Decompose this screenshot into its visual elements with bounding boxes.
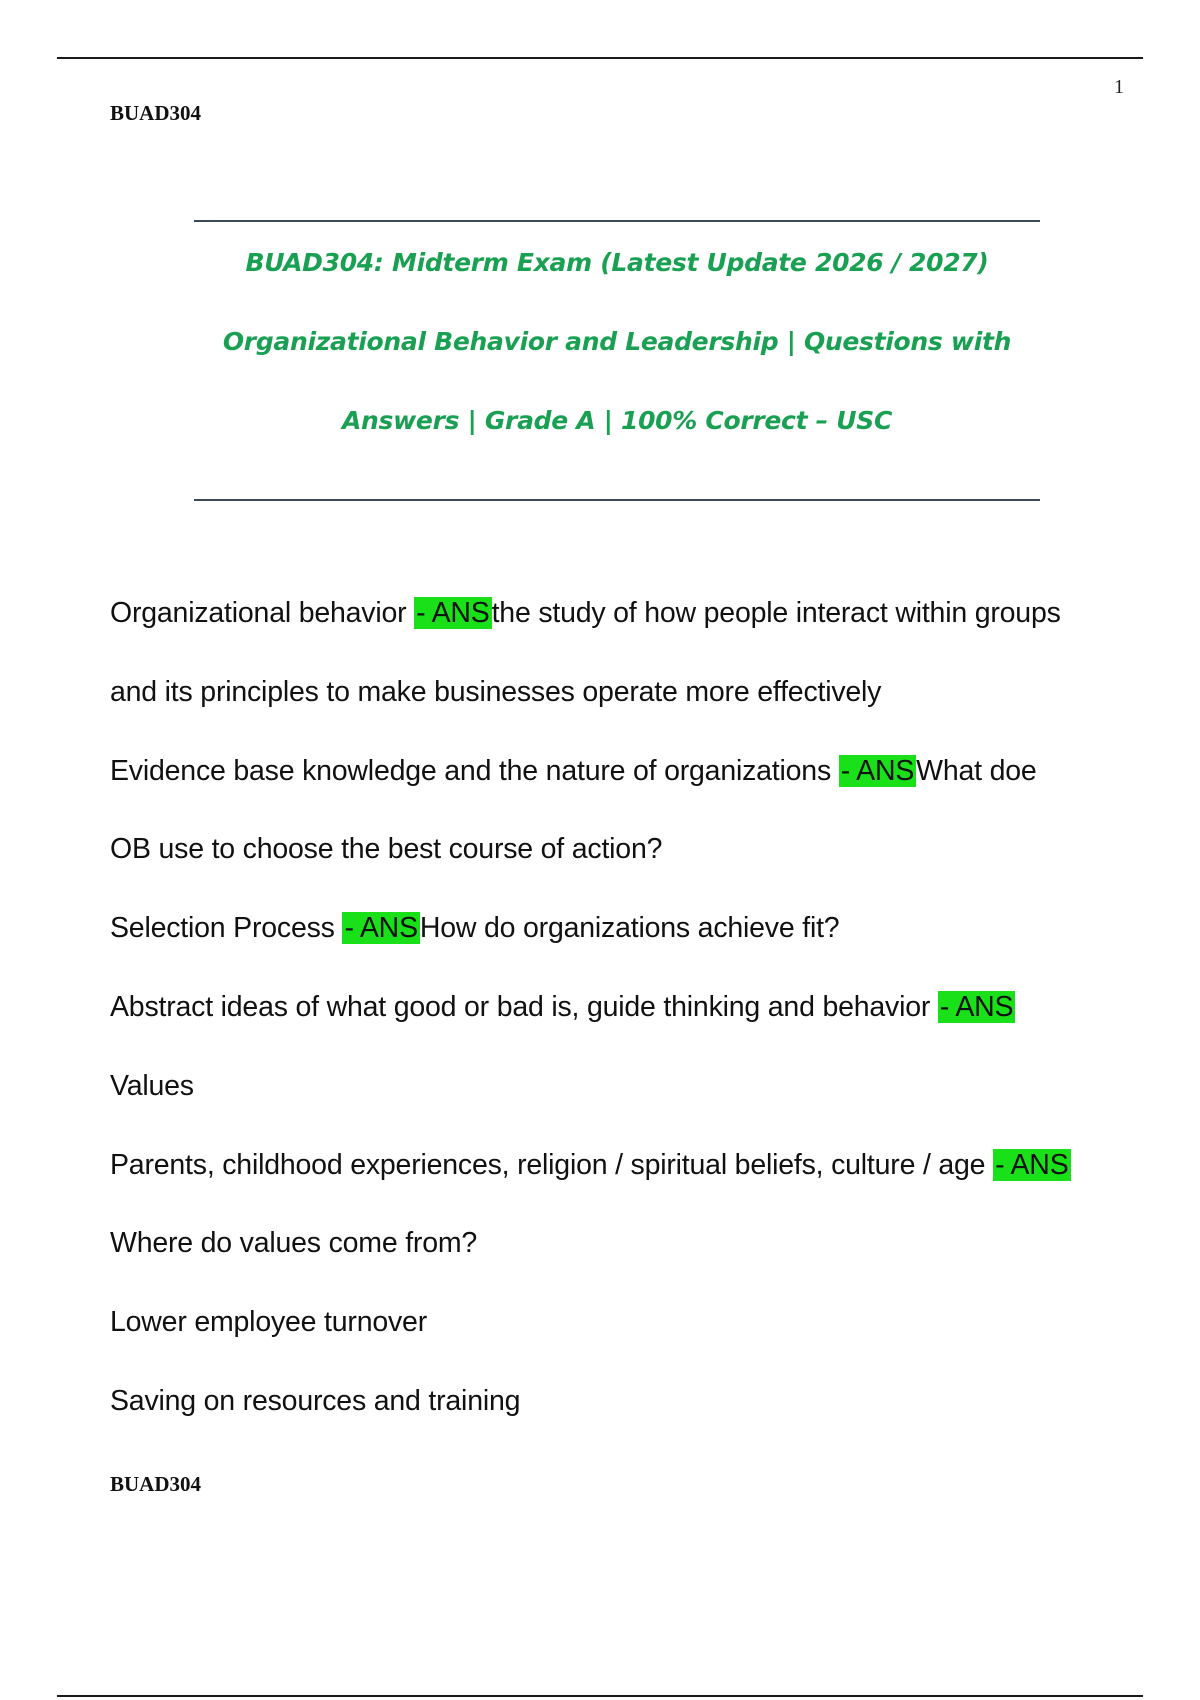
- text-line: [110, 824, 1150, 903]
- text-line: [110, 1061, 1150, 1140]
- text-line: [110, 667, 1150, 746]
- ans-highlight: - ANS: [840, 754, 915, 787]
- ans-highlight: - ANS: [939, 990, 1014, 1023]
- ans-highlight: - ANS: [344, 912, 418, 945]
- text-line: [110, 982, 1150, 1061]
- line-text: Where do values come from?: [110, 1227, 478, 1260]
- title-line: Answers | Grade A | 100% Correct – USC: [342, 406, 892, 435]
- text-line: [110, 746, 1150, 825]
- ans-highlight: - ANS: [995, 1148, 1069, 1181]
- bottom-divider: [57, 1695, 1143, 1697]
- title-bottom-rule: [194, 499, 1040, 501]
- document-title: [160, 238, 1074, 475]
- line-text: the study of how people interact within groups: [491, 597, 1061, 629]
- footer-course-code: BUAD304: [110, 1472, 202, 1496]
- line-text: OB use to choose the best course of action?: [110, 833, 663, 866]
- text-line: [110, 1218, 1150, 1297]
- line-text: Lower employee turnover: [110, 1306, 427, 1339]
- text-line: [110, 1297, 1150, 1376]
- text-line: [110, 588, 1150, 667]
- title-line: BUAD304: Midterm Exam (Latest Update 2026 / 2027): [245, 248, 989, 277]
- ans-highlight: - ANS: [416, 597, 490, 629]
- text-line: [110, 1140, 1150, 1219]
- line-text: Evidence base knowledge and the nature of organizations: [110, 754, 839, 787]
- line-text: Selection Process: [110, 912, 343, 945]
- text-line: [110, 903, 1150, 982]
- page-number: 1: [1114, 76, 1124, 98]
- title-top-rule: [194, 220, 1040, 222]
- qa-content: [110, 588, 1150, 1455]
- top-divider: [57, 57, 1143, 59]
- line-text: What doe: [916, 754, 1037, 787]
- line-text: and its principles to make businesses operate more effectively: [110, 675, 882, 708]
- title-line: Organizational Behavior and Leadership | Questions with: [222, 327, 1012, 356]
- line-text: Abstract ideas of what good or bad is, guide thinking and behavior: [110, 990, 938, 1023]
- line-text: Parents, childhood experiences, religion / spiritual beliefs, culture / age: [110, 1148, 994, 1181]
- line-text: Saving on resources and training: [110, 1384, 521, 1417]
- line-text: How do organizations achieve fit?: [419, 912, 840, 945]
- line-text: Organizational behavior: [110, 597, 415, 629]
- text-line: [110, 1376, 1150, 1455]
- line-text: Values: [110, 1069, 194, 1102]
- header-course-code: BUAD304: [110, 101, 202, 125]
